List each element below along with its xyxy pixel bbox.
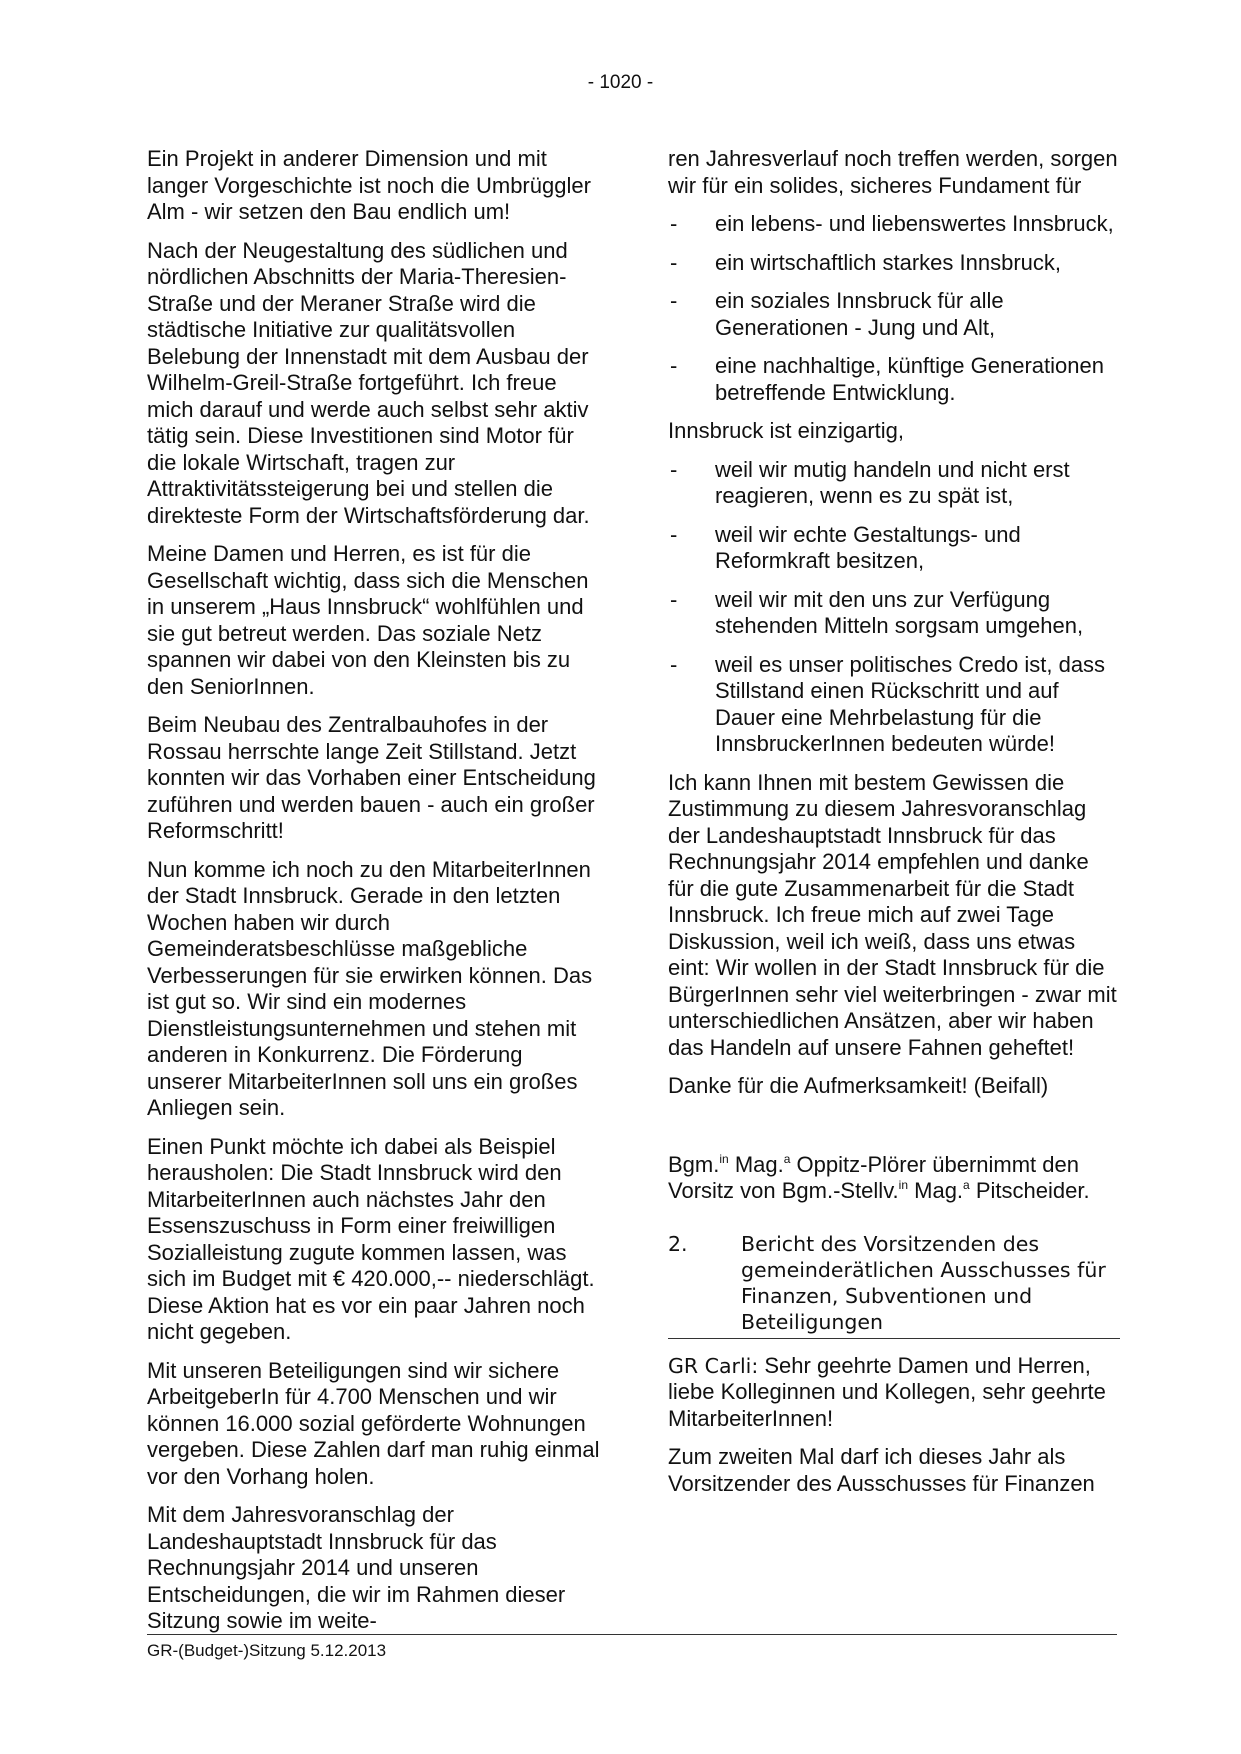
- list-item-text: weil wir mutig handeln und nicht erst reagieren, wenn es zu spät ist,: [715, 456, 1070, 508]
- list-item-text: eine nachhaltige, künftige Generationen betreffende Entwicklung.: [715, 353, 1104, 405]
- left-column: [147, 146, 602, 1647]
- paragraph: Ein Projekt in anderer Dimension und mit langer Vorgeschichte ist noch die Umbrüggler Alm - wir setzen den Bau endlich um!: [147, 146, 591, 224]
- list-item: [668, 353, 1120, 406]
- paragraph: Innsbruck ist einzigartig,: [668, 418, 904, 443]
- goals-list: [668, 211, 1120, 406]
- list-item: [668, 522, 1120, 575]
- dash-bullet: -: [670, 353, 678, 378]
- speech-paragraph: [668, 1353, 1120, 1433]
- dash-bullet: -: [670, 249, 678, 275]
- dash-bullet: -: [670, 521, 678, 547]
- dash-bullet: -: [670, 288, 678, 313]
- paragraph: Danke für die Aufmerksamkeit! (Beifall): [668, 1073, 1049, 1098]
- list-item-text: weil wir mit den uns zur Verfügung stehenden Mitteln sorgsam umgehen,: [715, 586, 1084, 638]
- paragraph: Beim Neubau des Zentralbauhofes in der Rossau herrschte lange Zeit Stillstand. Jetzt konnten wir das Vorhaben einer Entscheidung zuführen und werden bauen - auch ein großer Reformschritt!: [147, 712, 596, 843]
- footer-divider: [147, 1634, 1117, 1635]
- agenda-number: 2.: [668, 1231, 688, 1256]
- agenda-title: Bericht des Vorsitzenden des gemeinderätlichen Ausschusses für Finanzen, Subventionen und Beteiligungen: [741, 1231, 1106, 1334]
- paragraph: Nach der Neugestaltung des südlichen und nördlichen Abschnitts der Maria-Theresien-Straße und der Meraner Straße wird die städtische Initiative zur qualitätsvollen Belebung der Innenstadt mit dem Ausbau der Wilhelm-Greil-Straße fortgeführt. Ich freue mich darauf und werde auch selbst sehr aktiv tätig sein. Diese Investitionen sind Motor für die lokale Wirtschaft, tragen zur Attraktivitätssteigerung bei und stellen die direkteste Form der Wirtschaftsförderung dar.: [147, 237, 590, 528]
- speech-text: Sehr geehrte Damen und Herren, liebe Kolleginnen und Kollegen, sehr geehrte MitarbeiterInnen!: [668, 1352, 1106, 1431]
- list-item-text: ein soziales Innsbruck für alle Generationen - Jung und Alt,: [715, 288, 1004, 340]
- paragraph: ren Jahresverlauf noch treffen werden, sorgen wir für ein solides, sicheres Fundament für: [668, 146, 1118, 198]
- page-number: - 1020 -: [587, 72, 654, 93]
- dash-bullet: -: [670, 586, 678, 612]
- paragraph: Mit dem Jahresvoranschlag der Landeshauptstadt Innsbruck für das Rechnungsjahr 2014 und unseren Entscheidungen, die wir im Rahmen dieser Sitzung sowie im weite-: [147, 1502, 566, 1633]
- dash-bullet: -: [670, 211, 678, 236]
- agenda-item: [668, 1231, 1120, 1335]
- right-column: [668, 146, 1120, 1509]
- speaker-name: GR Carli:: [668, 1353, 759, 1378]
- paragraph: Meine Damen und Herren, es ist für die Gesellschaft wichtig, dass sich die Menschen in unserem „Haus Innsbruck“ wohlfühlen und sie gut betreut werden. Das soziale Netz spannen wir dabei von den Kleinsten bis zu den SeniorInnen.: [147, 541, 589, 699]
- list-item: [668, 457, 1120, 510]
- paragraph: Einen Punkt möchte ich dabei als Beispiel herausholen: Die Stadt Innsbruck wird den MitarbeiterInnen auch nächstes Jahr den Essenszuschuss in Form einer freiwilligen Sozialleistung zugute kommen lassen, was sich im Budget mit € 420.000,-- niederschlägt. Diese Aktion hat es vor ein paar Jahren noch nicht gegeben.: [147, 1133, 595, 1344]
- list-item-text: weil wir echte Gestaltungs- und Reformkraft besitzen,: [715, 521, 1021, 573]
- agenda-divider: [668, 1338, 1120, 1339]
- paragraph: Zum zweiten Mal darf ich dieses Jahr als Vorsitzender des Ausschusses für Finanzen: [668, 1444, 1095, 1496]
- paragraph: Ich kann Ihnen mit bestem Gewissen die Zustimmung zu diesem Jahresvoranschlag der Landeshauptstadt Innsbruck für das Rechnungsjahr 2014 empfehlen und danke für die gute Zusammenarbeit für die Stadt Innsbruck. Ich freue mich auf zwei Tage Diskussion, weil ich weiß, dass uns etwas eint: Wir wollen in der Stadt Innsbruck für die BürgerInnen sehr viel weiterbringen - zwar mit unterschiedlichen Ansätzen, aber wir haben das Handeln auf unsere Fahnen geheftet!: [668, 769, 1117, 1060]
- footer-text: GR-(Budget-)Sitzung 5.12.2013: [147, 1641, 387, 1660]
- list-item: [668, 288, 1120, 341]
- list-item: [668, 250, 1120, 277]
- list-item: [668, 587, 1120, 640]
- list-item: [668, 652, 1120, 758]
- list-item-text: ein wirtschaftlich starkes Innsbruck,: [715, 249, 1062, 275]
- dash-bullet: -: [670, 456, 678, 482]
- chair-change-note: Bgm.$^{in}$ Mag.$^a$ Oppitz-Plörer übernimmt den Vorsitz von Bgm.-Stellv.$^{in}$ Mag.$^a$ Pitscheider.: [668, 1151, 1090, 1203]
- reasons-list: [668, 457, 1120, 758]
- list-item-text: weil es unser politisches Credo ist, dass Stillstand einen Rückschritt und auf Dauer eine Mehrbelastung für die InnsbruckerInnen bedeuten würde!: [715, 651, 1106, 756]
- list-item: [668, 211, 1120, 238]
- list-item-text: ein lebens- und liebenswertes Innsbruck,: [715, 211, 1114, 236]
- dash-bullet: -: [670, 651, 678, 677]
- paragraph: Nun komme ich noch zu den MitarbeiterInnen der Stadt Innsbruck. Gerade in den letzten Wochen haben wir durch Gemeinderatsbeschlüsse maßgebliche Verbesserungen für sie erwirken können. Das ist gut so. Wir sind ein modernes Dienstleistungsunternehmen und stehen mit anderen in Konkurrenz. Die Förderung unserer MitarbeiterInnen soll uns ein großes Anliegen sein.: [147, 856, 593, 1120]
- paragraph: Mit unseren Beteiligungen sind wir sichere ArbeitgeberIn für 4.700 Menschen und wir können 16.000 sozial geförderte Wohnungen vergeben. Diese Zahlen darf man ruhig einmal vor den Vorhang holen.: [147, 1357, 600, 1489]
